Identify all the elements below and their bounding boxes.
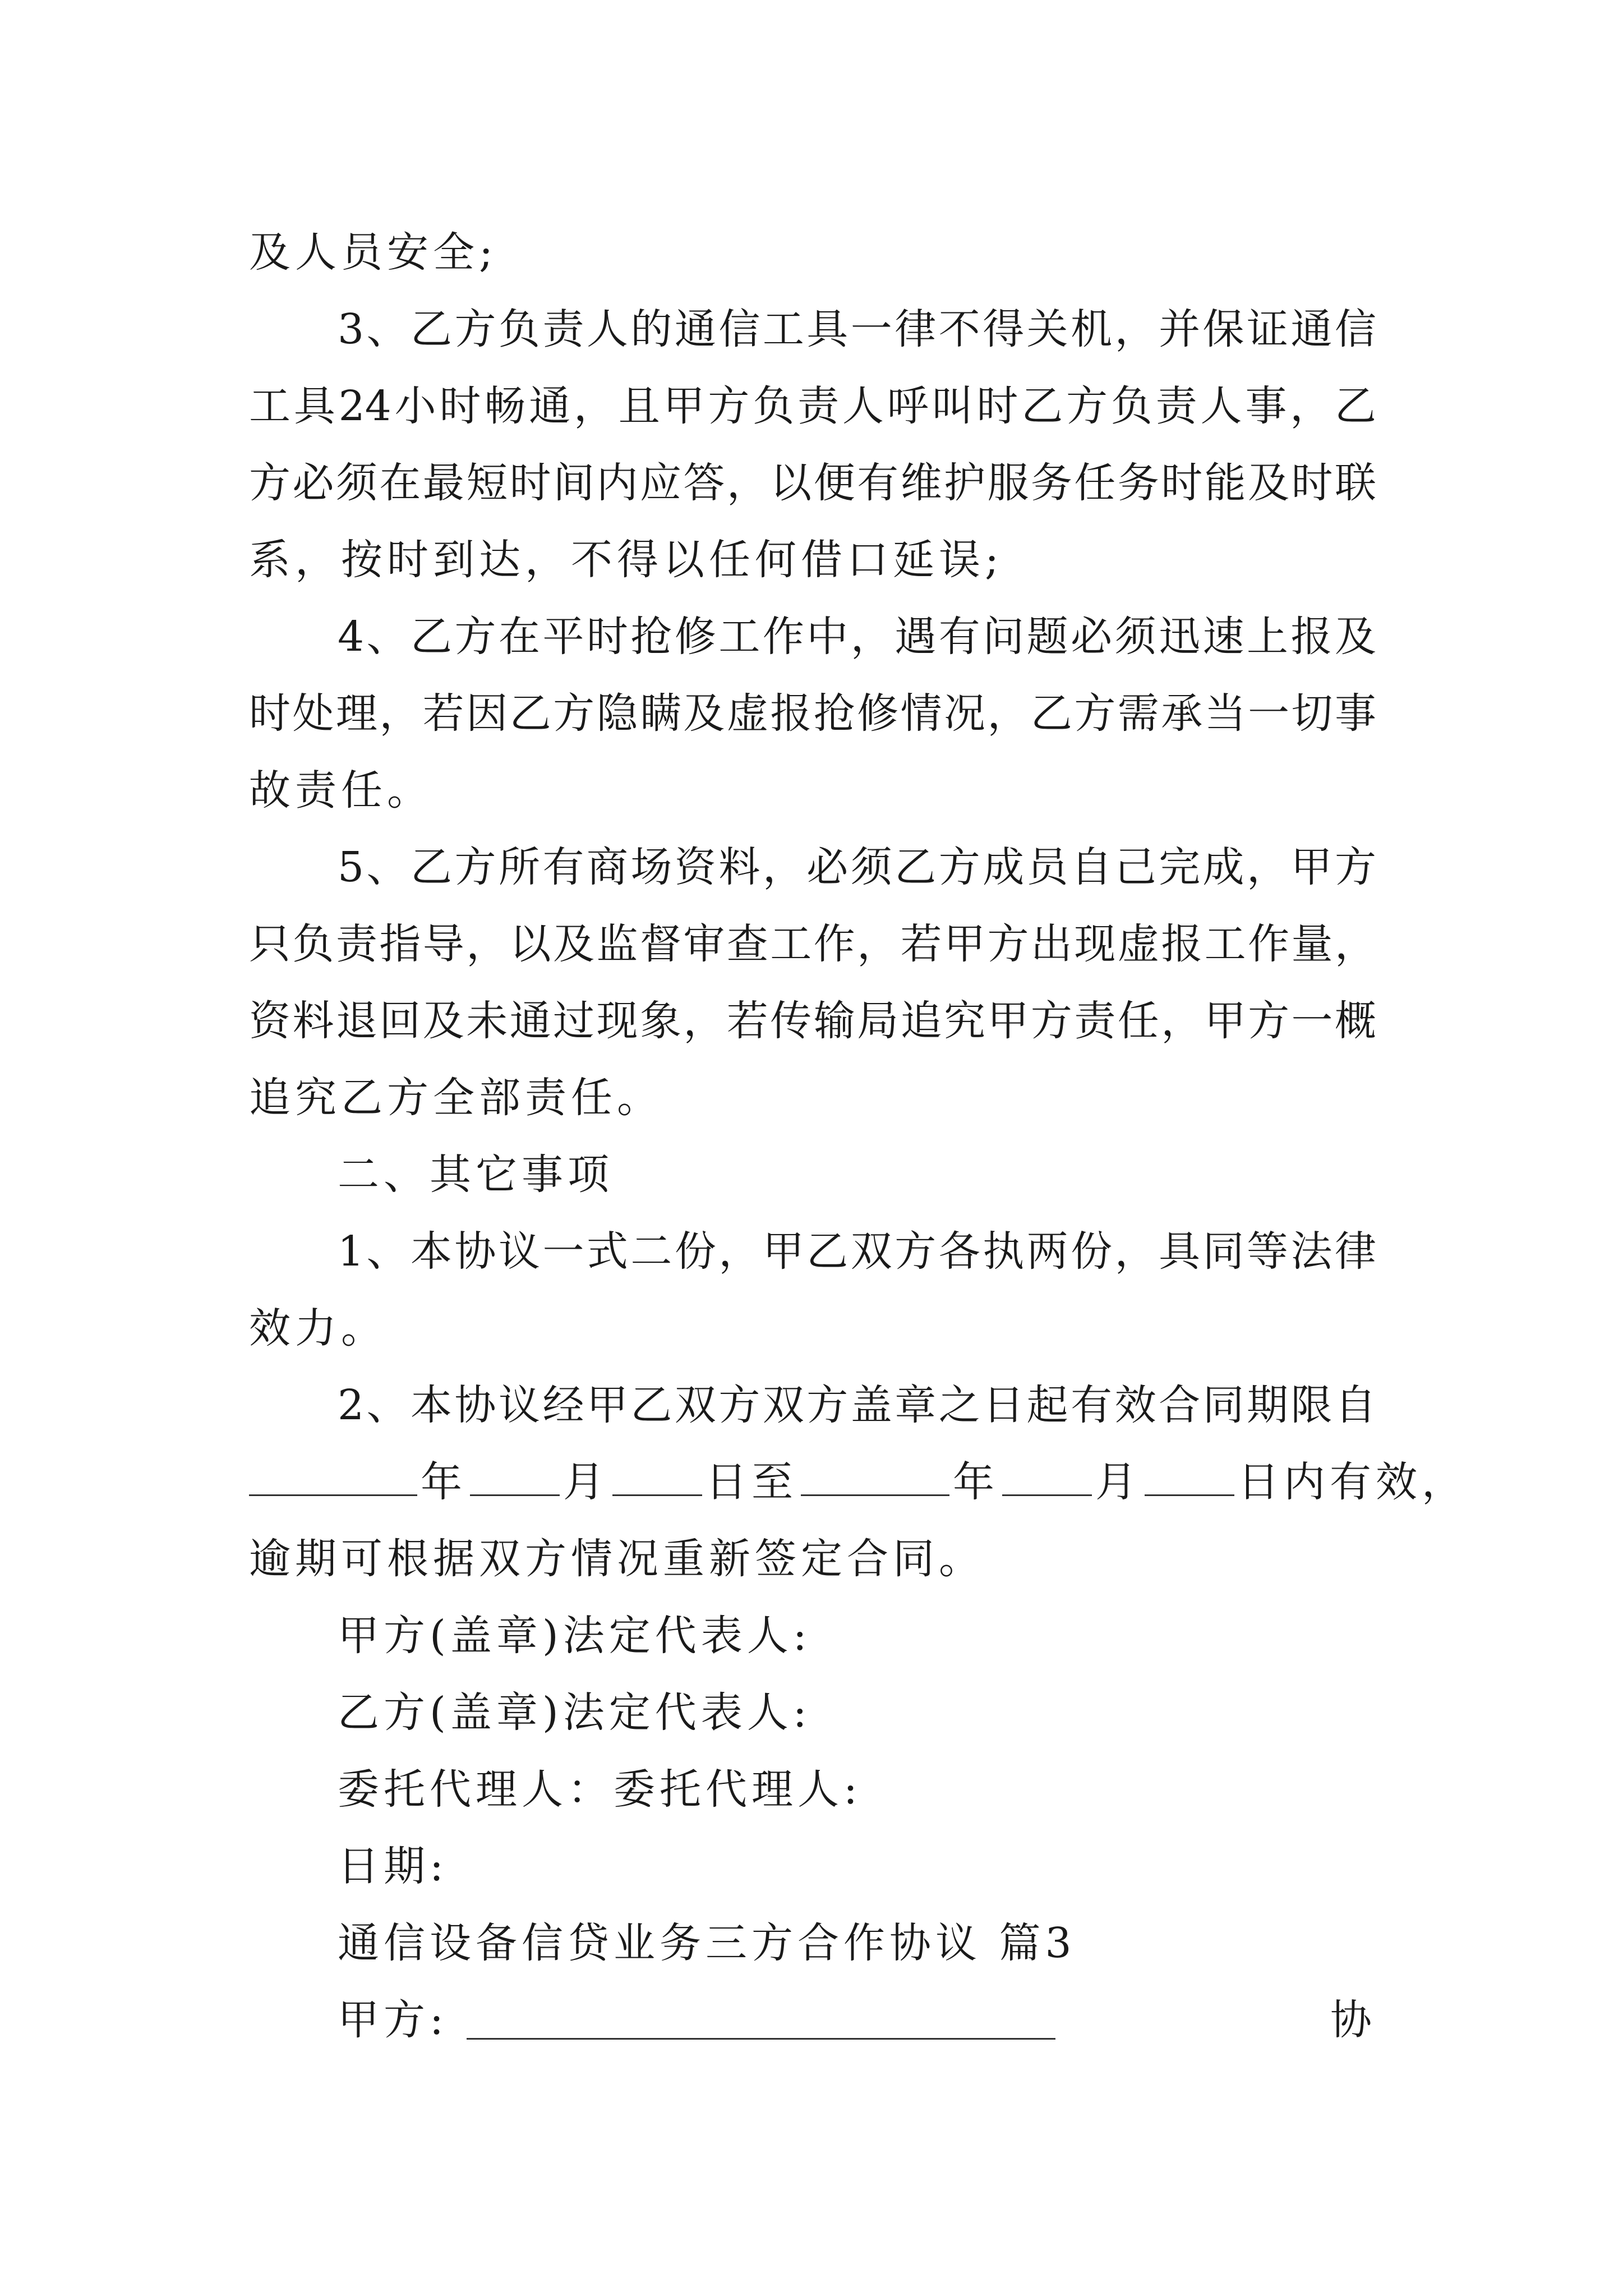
text-line: 3、乙方负责人的通信工具一律不得关机，并保证通信 [338,305,1376,353]
text-line: 资料退回及未通过现象，若传输局追究甲方责任，甲方一概 [249,997,1376,1045]
text-line: 时处理，若因乙方隐瞒及虚报抢修情况，乙方需承当一切事 [249,689,1376,738]
document-body [249,214,1468,2059]
end-year-blank[interactable] [801,1460,949,1496]
text-line: 1、本协议一式二份，甲乙双方各执两份，具同等法律 [338,1227,1376,1276]
party-b-signature-line: 乙方(盖章)法定代表人: [338,1688,811,1737]
start-year-blank[interactable] [249,1460,417,1496]
month-label: 月 [1095,1458,1141,1506]
year-label: 年 [421,1458,467,1506]
text-line: 只负责指导，以及监督审查工作，若甲方出现虚报工作量， [249,920,1376,968]
start-month-blank[interactable] [470,1460,560,1496]
text-line: 及人员安全; [249,228,497,277]
day-to-label: 日至 [706,1458,797,1506]
valid-label: 日内有效， [1238,1458,1468,1506]
start-day-blank[interactable] [612,1460,702,1496]
text-line: 效力。 [249,1304,387,1352]
text-line: 4、乙方在平时抢修工作中，遇有问题必须迅速上报及 [338,613,1376,661]
section-heading: 二、其它事项 [338,1151,614,1199]
date-range-line [249,1444,1468,1521]
end-month-blank[interactable] [1002,1460,1092,1496]
year-label: 年 [953,1458,999,1506]
text-line: 故责任。 [249,766,433,815]
text-line: 追究乙方全部责任。 [249,1074,663,1122]
party-a-signature-line: 甲方(盖章)法定代表人: [338,1612,811,1660]
month-label: 月 [563,1458,609,1506]
text-line: 逾期可根据双方情况重新签定合同。 [249,1535,985,1583]
text-line: 5、乙方所有商场资料，必须乙方成员自己完成，甲方 [338,843,1376,891]
text-fragment: 协 [1330,1996,1376,2044]
agent-signature-line: 委托代理人：委托代理人: [338,1765,862,1814]
party-a-blank[interactable] [467,2003,1055,2040]
date-signature-line: 日期: [338,1842,448,1890]
text-line: 方必须在最短时间内应答，以便有维护服务任务时能及时联 [249,459,1376,507]
text-line: 2、本协议经甲乙双方双方盖章之日起有效合同期限自 [338,1381,1376,1429]
end-day-blank[interactable] [1145,1460,1234,1496]
party-a-label: 甲方: [338,1996,448,2044]
section-title: 通信设备信贷业务三方合作协议 篇3 [338,1919,1076,1967]
party-a-field-row [249,1982,1376,2059]
text-line: 工具24小时畅通，且甲方负责人呼叫时乙方负责人事，乙 [249,382,1376,430]
text-line: 系，按时到达，不得以任何借口延误; [249,536,1003,584]
